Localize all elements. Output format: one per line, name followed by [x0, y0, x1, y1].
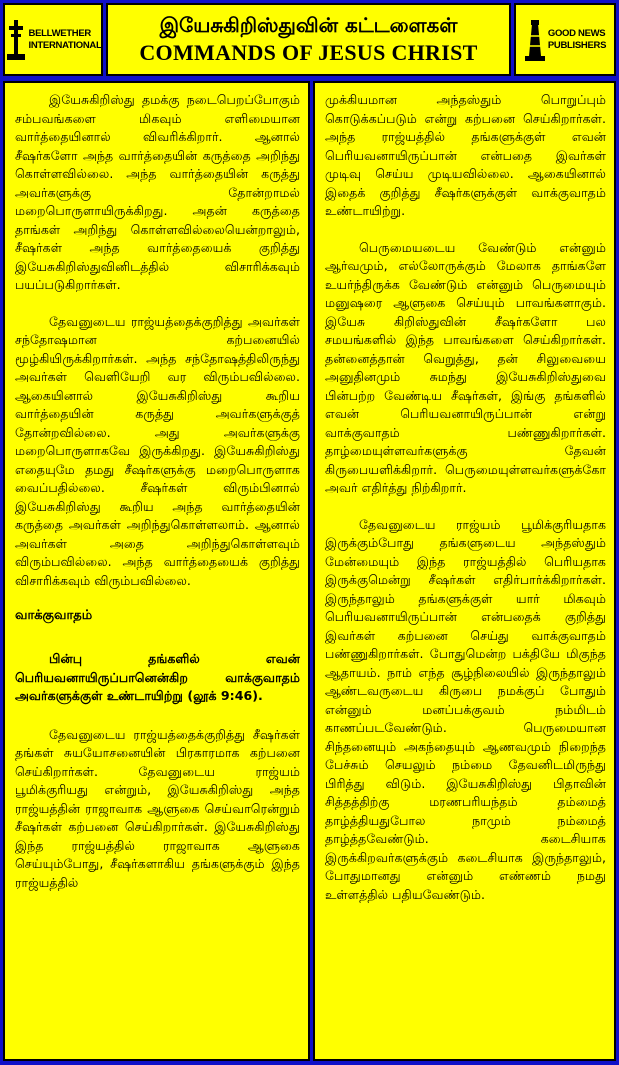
section-heading: வாக்குவாதம்	[15, 608, 93, 623]
right-column	[313, 81, 616, 1061]
bellwether-icon	[5, 18, 27, 62]
left-paragraph-2: தேவனுடைய ராஜ்யத்தைக்குறித்து அவர்கள் சந்தோஷமான கற்பனையில் மூழ்கியிருக்கிறார்கள். அந்த சந்தோஷத்திலிருந்து அவர்கள் வெளியேறி வர விரும்பவில்லை. ஆகையினால் இயேசுகிறிஸ்து கூறிய வார்த்தையின் கருத்து அவர்களுக்குத் தோன்றவில்லை. அது அவர்களுக்கு மறைபொருளாகவே இருக்கிறது. இயேசுகிறிஸ்து எதையுமே தமது சீஷர்களுக்கு மறைபொருளாக வைப்பதில்லை. சீஷர்கள் விரும்பினால் இயேசுகிறிஸ்து கூறிய அந்த வார்த்தையின் கருத்தை அவர்கள் அறிந்துகொள்ளலாம். ஆனால் அவர்கள் அதை அறிந்துகொள்ளவும் விரும்பவில்லை. அந்த வார்த்தையைக் குறித்து விசாரிக்கவும் விரும்பவில்லை.	[15, 313, 300, 588]
good-news-logo	[514, 3, 616, 76]
left-paragraph-3: தேவனுடைய ராஜ்யத்தைக்குறித்து சீஷர்கள் தங்கள் சுயயோசனையின் பிரகாரமாக கற்பனை செய்கிறார்கள். தேவனுடைய ராஜ்யம் பூமிக்குரியது என்றும், இயேசுகிறிஸ்து அந்த ராஜ்யத்தின் ராஜாவாக ஆளுகை செய்வாரென்றும் சீஷர்கள் கற்பனை செய்கிறார்கள். இயேசுகிறிஸ்து இந்த ராஜ்யத்தில் ராஜாவாக ஆளுகை செய்யும்போது, சீஷர்களாகிய தங்களுக்கும் இந்த ராஜ்யத்தில்	[15, 726, 300, 890]
publisher-left-line1: BELLWETHER	[28, 27, 91, 39]
left-column	[3, 81, 310, 1061]
title-english: COMMANDS OF JESUS CHRIST	[139, 40, 478, 65]
bellwether-logo	[3, 3, 103, 76]
publisher-right-line2: PUBLISHERS	[547, 39, 607, 51]
title-tamil: இயேசுகிறிஸ்துவின் கட்டளைகள்	[159, 13, 458, 37]
title-banner	[106, 3, 511, 76]
scripture-verse: பின்பு தங்களில் எவன் பெரியவனாயிருப்பானென்கிற வாக்குவாதம் அவர்களுக்குள் உண்டாயிற்று (லூக் 9:46).	[15, 651, 300, 703]
publisher-left-line2: INTERNATIONAL	[28, 39, 102, 51]
right-paragraph-3: தேவனுடைய ராஜ்யம் பூமிக்குரியதாக இருக்கும்போது தங்களுடைய அந்தஸ்தும் மேன்மையும் இந்த ராஜ்யத்தில் பெரியதாக இருக்குமென்று சீஷர்கள் எதிர்பார்க்கிறார்கள். இருந்தாலும் தங்களுக்குள் யார் மிகவும் பெரியவனாயிருப்பான் என்பதைக் குறித்து இவர்கள் கற்பனை செய்து வாக்குவாதம் பண்ணுகிறார்கள். போதுமென்ற பக்தியே மிகுந்த ஆதாயம். நாம் எந்த சூழ்நிலையில் இருந்தாலும் ஆண்டவருடைய கிருபை நமக்குப் போதும் என்னும் மனப்பக்குவம் நம்மிடம் காணப்படவேண்டும். பெருமையான சிந்தனையும் அகந்தையும் ஆணவமும் நிறைந்த பேச்சும் செயலும் நம்மை தேவனிடமிருந்து பிரித்து விடும். இயேசுகிறிஸ்து பிதாவின் சித்தத்திற்கு மரணபரியந்தம் தம்மைத் தாழ்த்தியதுபோல நாமும் நம்மைத் தாழ்த்தவேண்டும். கடைசியாக இருக்கிறவர்களுக்கும் கடைசியாக இருந்தாலும், போதுமானது என்னும் எண்ணம் நமது உள்ளத்தில் பதியவேண்டும்.	[325, 516, 606, 902]
right-paragraph-2: பெருமையடைய வேண்டும் என்னும் ஆர்வமும், எல்லோருக்கும் மேலாக தாங்களே உயர்ந்திருக்க வேண்டும் என்னும் பெருமையும் மனுஷரை ஆளுகை செய்யும் பாவங்களாகும். இயேசு கிறிஸ்துவின் சீஷர்களோ பல சமயங்களில் இந்த பாவங்களை செய்கிறார்கள். தன்னைத்தான் வெறுத்து, தன் சிலுவையை அனுதினமும் சுமந்து இயேசுகிறிஸ்துவை பின்பற்ற வேண்டிய சீஷர்கள், இங்கு தங்களில் எவன் பெரியவனாயிருப்பான் என்று வாக்குவாதம் பண்ணுகிறார்கள். தாழ்மையுள்ளவர்களுக்கு தேவன் கிருபையளிக்கிறார். பெருமையுள்ளவர்களுக்கோ அவர் எதிர்த்து நிற்கிறார்.	[325, 239, 606, 495]
right-paragraph-1: முக்கியமான அந்தஸ்தும் பொறுப்பும் கொடுக்கப்படும் என்று கற்பனை செய்கிறார்கள். அந்த ராஜ்யத்தில் தங்களுக்குள் எவன் பெரியவனாயிருப்பான் என்பதை இவர்கள் முடிவு செய்ய முடியவில்லை. ஆகையினால் இதைக் குறித்து சீஷர்களுக்குள் வாக்குவாதம் உண்டாயிற்று.	[325, 92, 606, 218]
left-paragraph-1: இயேசுகிறிஸ்து தமக்கு நடைபெறப்போகும் சம்பவங்களை மிகவும் எளிமையான வார்த்தையினால் விவரிக்கிறார். ஆனால் சீஷர்களோ அந்த வார்த்தையின் கருத்தை அறிந்து கொள்ளவில்லை. அந்த வார்த்தையின் கருத்து அவர்களுக்கு தோன்றாமல் மறைபொருளாயிருக்கிறது. அதன் கருத்தை தாங்கள் அறிந்து கொள்ளவில்லையென்றாலும், சீஷர்கள் அந்த வார்த்தையைக் குறித்து இயேசுகிறிஸ்துவினிடத்தில் விசாரிக்கவும் பயப்படுகிறார்கள்.	[15, 92, 300, 292]
publisher-right-line1: GOOD NEWS	[547, 27, 606, 39]
lighthouse-icon	[524, 18, 546, 62]
